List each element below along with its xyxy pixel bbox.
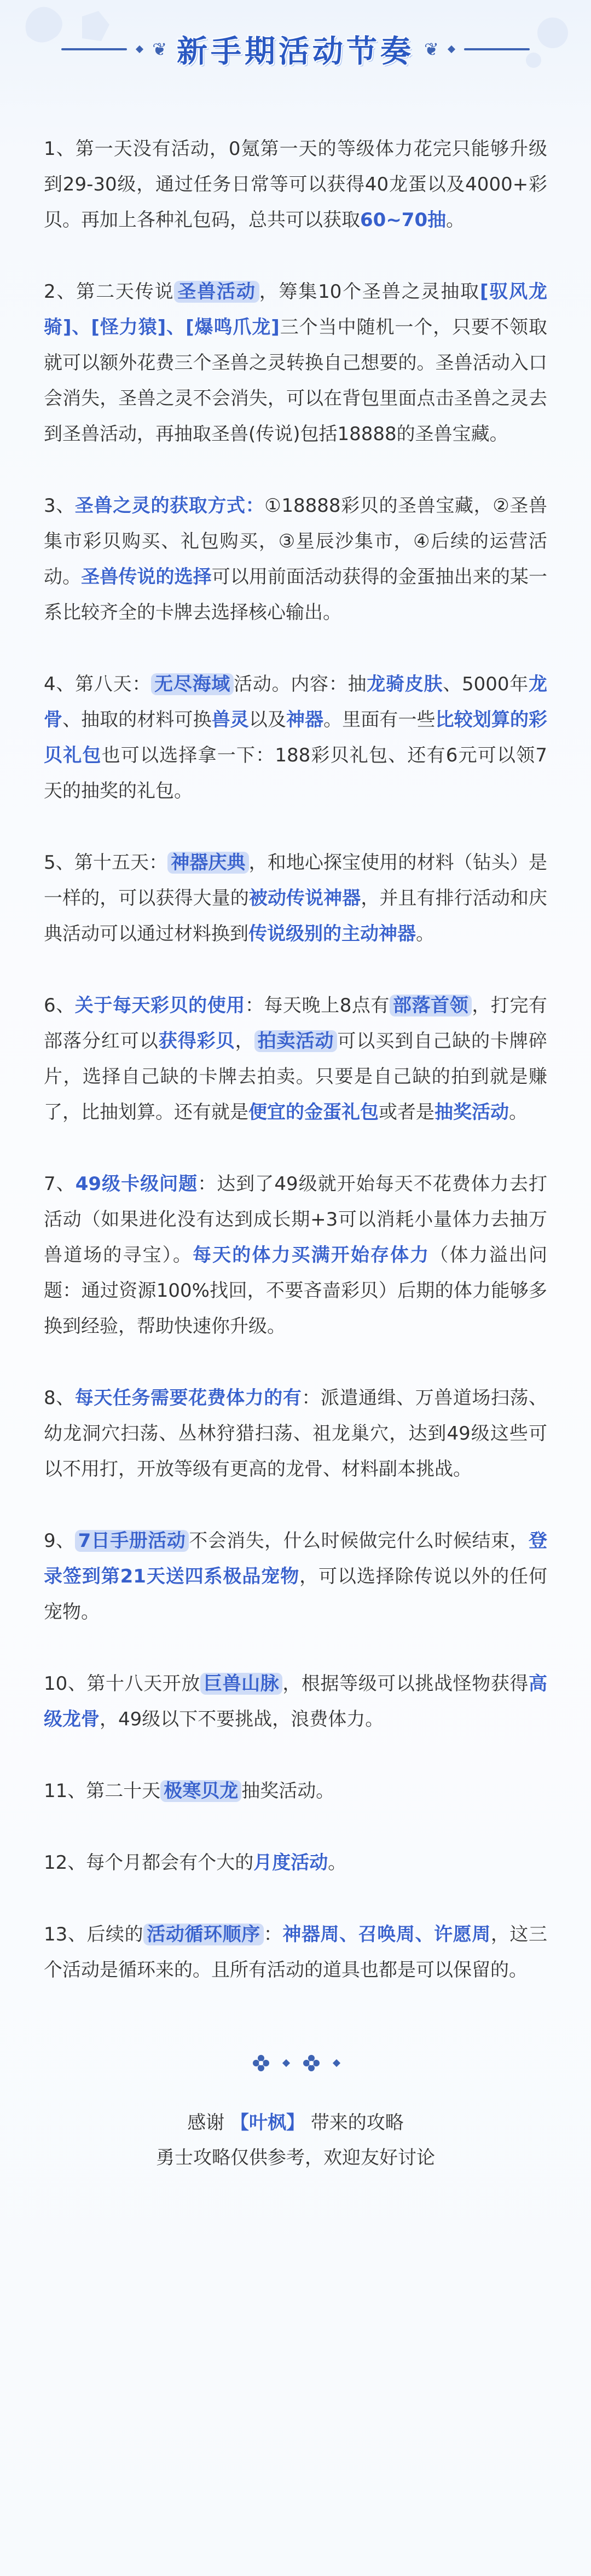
flower-icon: [252, 2054, 270, 2072]
body-text: 10、第十八天开放: [44, 1673, 200, 1695]
header-line-right: [464, 48, 530, 50]
highlight-text: 获得彩贝: [158, 1030, 235, 1052]
highlight-text: 圣兽之灵的获取方式：: [74, 495, 265, 517]
body-text: 或者是: [379, 1101, 434, 1123]
highlight-tag: 巨兽山脉: [200, 1673, 282, 1695]
highlight-text: 神器周、召唤周、许愿周: [282, 1924, 491, 1945]
body-text: 抽奖活动。: [241, 1780, 335, 1802]
body-text: 。: [328, 1852, 347, 1874]
highlight-tag: 部落首领: [390, 995, 472, 1016]
body-text: 、5000年: [443, 673, 529, 695]
body-text: 8、: [44, 1387, 75, 1409]
highlight-text: 高级龙骨: [44, 1673, 548, 1730]
body-text: ①18888彩贝的圣兽宝藏，②圣兽集市彩贝购买、礼包购买，③星辰沙集市，④后续的运营活动。: [44, 495, 548, 588]
footer: [0, 2054, 591, 2175]
article-body: [0, 99, 591, 1988]
body-text: 可以买到自己缺的卡牌碎片，选择自己缺的卡牌去拍卖。只要是自己缺的拍到就是赚了，比抽划算。还有就是: [44, 1030, 548, 1123]
body-text: ，并且有排行活动和庆典活动可以通过材料换到: [44, 887, 548, 945]
thanks-suffix: 带来的攻略: [310, 2112, 404, 2134]
highlight-text: 兽灵: [211, 709, 249, 731]
body-text: 12、每个月都会有个大的: [44, 1852, 254, 1874]
body-text: ：: [263, 1924, 283, 1945]
body-text: ，和地心探宝使用的材料（钻头）是一样的，可以获得大量的: [44, 852, 548, 909]
body-text: 3、: [44, 495, 75, 517]
body-text: ：每天晚上8点有: [245, 995, 390, 1016]
body-text: ，可以选择除传说以外的任何宠物。: [44, 1566, 547, 1623]
body-text: 。: [446, 209, 465, 231]
body-text: 。里面有一些: [323, 709, 436, 731]
body-text: 三个当中随机一个，只要不领取就可以额外花费三个圣兽之灵转换自己想要的。圣兽活动入口会消失，圣兽之灵不会消失，可以在背包里面点击圣兽之灵去到圣兽活动，再抽取圣兽(传说)包括18888的圣兽宝藏。: [44, 316, 547, 445]
body-text: ：派遣通缉、万兽道场扫荡、幼龙洞穴扫荡、丛林狩猎扫荡、祖龙巢穴，达到49级这些可以不用打，开放等级有更高的龙骨、材料副本挑战。: [44, 1387, 548, 1480]
paragraph: [44, 274, 547, 452]
header-line-left: [61, 48, 127, 50]
body-text: ，49级以下不要挑战，浪费体力。: [100, 1708, 384, 1730]
page-title: 新手期活动节奏: [177, 34, 414, 70]
body-text: 11、第二十天: [44, 1780, 161, 1802]
body-text: ，打完有部落分红可以: [44, 995, 548, 1052]
highlight-tag: 无尽海域: [151, 673, 234, 695]
paragraph: [44, 1666, 547, 1737]
body-text: 也可以选择拿一下：188彩贝礼包、还有6元可以领7天的抽奖的礼包。: [44, 744, 548, 802]
highlight-text: 被动传说神器: [248, 887, 361, 909]
body-text: 以及: [248, 709, 287, 731]
diamond-icon: [333, 2059, 340, 2067]
highlight-text: 龙骑皮肤: [367, 673, 443, 695]
body-text: ，这三个活动是循环来的。且所有活动的道具也都是可以保留的。: [44, 1924, 548, 1981]
highlight-tag: 极寒贝龙: [160, 1780, 241, 1802]
paragraph: [44, 988, 547, 1130]
body-text: 活动。内容：抽: [234, 673, 367, 695]
body-text: ，根据等级可以挑战怪物获得: [282, 1673, 529, 1695]
highlight-tag: 7日手册活动: [75, 1530, 189, 1552]
body-text: 2、第二天传说: [44, 281, 175, 303]
thanks-line: [0, 2105, 591, 2140]
highlight-text: 每天的体力买满开始存体力: [192, 1244, 430, 1266]
paragraph: [44, 131, 547, 238]
flower-icon: [302, 2054, 321, 2072]
highlight-tag: 神器庆典: [167, 852, 248, 874]
highlight-text: 关于每天彩贝的使用: [74, 995, 245, 1016]
highlight-text: 登录签到第21天送四系极品宠物: [44, 1530, 547, 1587]
highlight-text: 龙骨: [44, 673, 548, 731]
paragraph: [44, 1845, 547, 1881]
footer-ornament: [0, 2054, 591, 2072]
body-text: 。: [416, 923, 434, 945]
highlight-text: 抽奖活动: [434, 1101, 509, 1123]
paragraph: [44, 667, 547, 809]
body-text: 13、后续的: [44, 1924, 144, 1945]
body-text: ，: [235, 1030, 254, 1052]
highlight-text: [驭风龙骑]、[怪力猿]、[爆鸣爪龙]: [44, 281, 548, 338]
highlight-text: 比较划算的彩贝礼包: [44, 709, 548, 766]
highlight-text: 49级卡级问题: [75, 1173, 198, 1195]
highlight-tag: 圣兽活动: [174, 281, 259, 303]
body-text: 1、第一天没有活动，0氪第一天的等级体力花完只能够升级到29-30级，通过任务日常等可以获得40龙蛋以及4000+彩贝。再加上各种礼包码，总共可以获取: [44, 138, 547, 231]
highlight-tag: 活动循环顺序: [143, 1924, 264, 1945]
highlight-tag: 拍卖活动: [254, 1030, 338, 1052]
body-text: 7、: [44, 1173, 76, 1195]
paragraph: [44, 1523, 547, 1630]
highlight-text: 圣兽传说的选择: [81, 566, 212, 588]
author-name: 【叶枫】: [230, 2112, 305, 2134]
body-text: 9、: [44, 1530, 75, 1552]
page-header: [0, 0, 591, 99]
body-text: ：达到了49级就开始每天不花费体力去打活动（如果进化没有达到成长期+3可以消耗小量体力去抽万兽道场的寻宝）。: [44, 1173, 547, 1266]
body-text: 不会消失，什么时候做完什么时候结束，: [189, 1530, 529, 1552]
highlight-text: 神器: [286, 709, 324, 731]
highlight-text: 60~70抽: [360, 209, 447, 231]
body-text: 、抽取的材料可换: [62, 709, 212, 731]
highlight-text: 每天任务需要花费体力的有: [74, 1387, 302, 1409]
paragraph: [44, 1166, 547, 1344]
diamond-icon: [282, 2059, 290, 2067]
swirl-ornament-icon: ❦: [152, 39, 167, 60]
disclaimer-line: 勇士攻略仅供参考，欢迎友好讨论: [156, 2147, 435, 2169]
body-text: 。: [509, 1101, 528, 1123]
body-text: 5、第十五天：: [44, 852, 168, 874]
paragraph: [44, 1774, 547, 1809]
swirl-ornament-icon: ❦: [424, 39, 439, 60]
body-text: 4、第八天：: [44, 673, 152, 695]
body-text: 6、: [44, 995, 75, 1016]
body-text: （体力溢出问题：通过资源100%找回，不要吝啬彩贝）后期的体力能够多换到经验，帮助快速你升级。: [44, 1244, 548, 1337]
body-text: 可以用前面活动获得的金蛋抽出来的某一系比较齐全的卡牌去选择核心输出。: [44, 566, 548, 623]
highlight-text: 月度活动: [253, 1852, 328, 1874]
paragraph: [44, 1917, 547, 1988]
paragraph: [44, 845, 547, 952]
body-text: ，筹集10个圣兽之灵抽取: [259, 281, 480, 303]
paragraph: [44, 1381, 547, 1487]
highlight-text: 传说级别的主动神器: [248, 923, 416, 945]
diamond-icon: [136, 45, 143, 53]
paragraph: [44, 488, 547, 631]
diamond-icon: [448, 45, 455, 53]
highlight-text: 便宜的金蛋礼包: [248, 1101, 379, 1123]
thanks-prefix: 感谢: [187, 2112, 225, 2134]
